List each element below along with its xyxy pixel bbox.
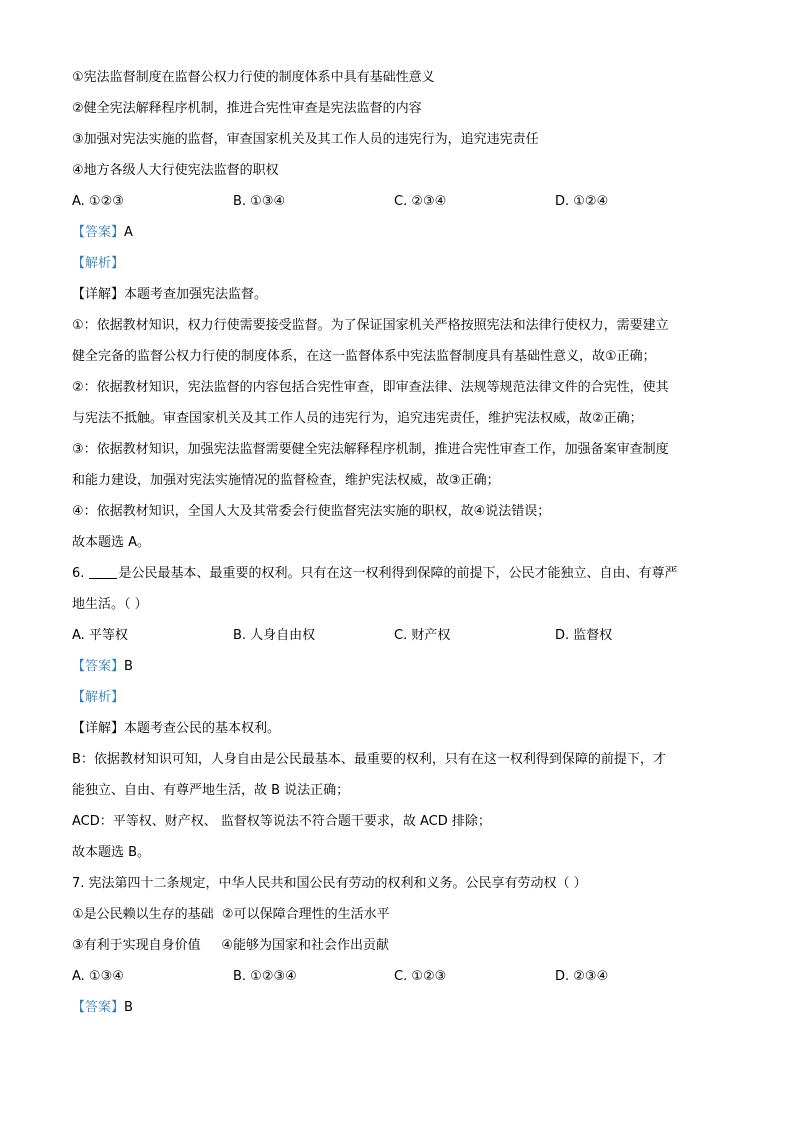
q6-conclusion: 故本题选 B。	[72, 845, 151, 860]
q6-stem-1: 6. 是公民最基本、最重要的权利。只有在这一权利得到保障的前提下，公民才能独立、自由、有尊严	[72, 558, 732, 589]
fill-blank	[89, 563, 117, 579]
q6-option-a: A. 平等权	[72, 628, 128, 643]
q6-explain-1a: B：依据教材知识可知，人身自由是公民最基本、最重要的权利，只有在这一权利得到保障的前提下，才	[72, 752, 666, 767]
q7-statements-1: ①是公民赖以生存的基础 ②可以保障合理性的生活水平	[72, 907, 390, 922]
q7-options	[72, 961, 732, 992]
q5-explain-3b: 和能力建设，加强对宪法实施情况的监督检查，维护宪法权威，故③正确；	[72, 473, 500, 488]
q7-statements-2: ③有利于实现自身价值 ④能够为国家和社会作出贡献	[72, 938, 389, 953]
q5-option-d: D. ①②④	[555, 194, 609, 209]
q5-explain-2b: 与宪法不抵触。审查国家机关及其工作人员的违宪行为，追究违宪责任，维护宪法权威，故②正确；	[72, 411, 643, 426]
q5-statement-2: ②健全宪法解释程序机制，推进合宪性审查是宪法监督的内容	[72, 101, 422, 116]
q6-options	[72, 620, 732, 651]
answer-label: 【答案】	[72, 225, 125, 240]
q6-analysis-label: 【解析】	[72, 690, 125, 705]
q5-explain-2a: ②：依据教材知识，宪法监督的内容包括合宪性审查，即审查法律、法规等规范法律文件的合宪性，使其	[72, 380, 669, 395]
q5-option-b: B. ①③④	[233, 194, 286, 209]
q5-explain-1a: ①：依据教材知识，权力行使需要接受监督。为了保证国家机关严格按照宪法和法律行使权力，需要建立	[72, 318, 669, 333]
answer-label: 【答案】	[72, 659, 125, 674]
q5-options	[72, 186, 732, 217]
q5-statement-4: ④地方各级人大行使宪法监督的职权	[72, 163, 279, 178]
q7-option-d: D. ②③④	[555, 969, 609, 984]
q5-option-c: C. ②③④	[394, 194, 447, 209]
answer-value: A	[124, 225, 133, 240]
q5-explain-3a: ③：依据教材知识，加强宪法监督需要健全宪法解释程序机制，推进合宪性审查工作，加强备案审查制度	[72, 442, 669, 457]
q7-answer	[72, 992, 732, 1023]
q5-analysis-label: 【解析】	[72, 256, 125, 271]
q5-option-a: A. ①②③	[72, 194, 124, 209]
q5-detail: 【详解】本题考查加强宪法监督。	[72, 287, 268, 302]
q5-statement-1: ①宪法监督制度在监督公权力行使的制度体系中具有基础性意义	[72, 70, 435, 85]
q6-detail: 【详解】本题考查公民的基本权利。	[72, 721, 281, 736]
q7-option-b: B. ①②③④	[233, 969, 297, 984]
q6-explain-1b: 能独立、自由、有尊严地生活，故 B 说法正确；	[72, 783, 350, 798]
q6-option-d: D. 监督权	[555, 628, 613, 643]
detail-label: 【详解】	[72, 721, 125, 736]
q6-number: 6.	[72, 566, 85, 581]
answer-value: B	[124, 659, 133, 674]
q5-explain-4: ④：依据教材知识，全国人大及其常委会行使监督宪法实施的职权，故④说法错误；	[72, 504, 551, 519]
q6-option-b: B. 人身自由权	[233, 628, 316, 643]
q5-conclusion: 故本题选 A。	[72, 535, 151, 550]
detail-label: 【详解】	[72, 287, 125, 302]
q5-explain-1b: 健全完备的监督公权力行使的制度体系，在这一监督体系中宪法监督制度具有基础性意义，故①正确；	[72, 349, 656, 364]
document-page	[72, 62, 732, 1023]
q7-stem: 7. 宪法第四十二条规定，中华人民共和国公民有劳动的权利和义务。公民享有劳动权（ ）	[72, 876, 587, 891]
q6-answer	[72, 651, 732, 682]
q7-option-c: C. ①②③	[394, 969, 447, 984]
q5-answer	[72, 217, 732, 248]
q6-option-c: C. 财产权	[394, 628, 451, 643]
answer-value: B	[124, 1000, 133, 1015]
q6-explain-2: ACD：平等权、财产权、 监督权等说法不符合题干要求，故 ACD 排除；	[72, 814, 491, 829]
q7-option-a: A. ①③④	[72, 969, 124, 984]
answer-label: 【答案】	[72, 1000, 125, 1015]
q5-statement-3: ③加强对宪法实施的监督，审查国家机关及其工作人员的违宪行为，追究违宪责任	[72, 132, 539, 147]
q6-stem-2: 地生活。（ ）	[72, 597, 148, 612]
